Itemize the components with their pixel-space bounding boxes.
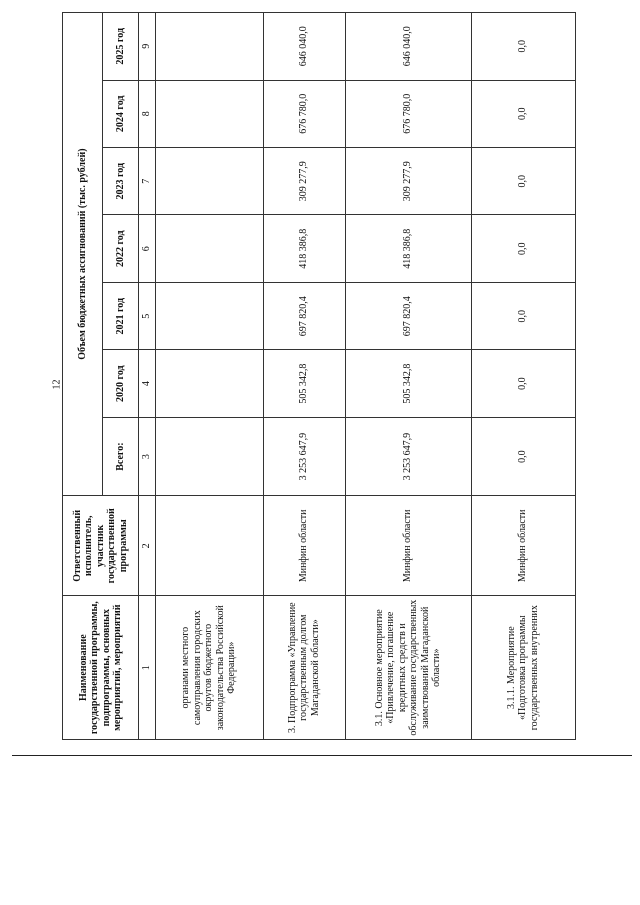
row-2020 (155, 350, 263, 417)
table-row (345, 13, 471, 740)
page-separator-line (12, 755, 632, 756)
row-total: 3 253 647,9 (263, 417, 345, 495)
row-2020: 505 342,8 (345, 350, 471, 417)
budget-table-rotated (62, 12, 572, 740)
col-number: 3 (139, 417, 156, 495)
col-number: 4 (139, 350, 156, 417)
row-2024: 676 780,0 (345, 80, 471, 147)
row-executor: Минфин области (263, 496, 345, 596)
table-row (155, 13, 263, 740)
row-2022: 418 386,8 (263, 215, 345, 282)
row-2023: 309 277,9 (345, 148, 471, 215)
header-executor: Ответственный исполнитель, участник государственной программы (63, 496, 139, 596)
row-2024: 0,0 (471, 80, 575, 147)
table-row (263, 13, 345, 740)
row-executor: Минфин области (471, 496, 575, 596)
header-2025: 2025 год (103, 13, 139, 81)
row-executor: Минфин области (345, 496, 471, 596)
row-name: 3. Подпрограмма «Управление государственным долгом Магаданской области» (263, 596, 345, 740)
row-2020: 0,0 (471, 350, 575, 417)
row-2025: 646 040,0 (345, 13, 471, 81)
row-name: органами местного самоуправления городских округов бюджетного законодательства Российской Федерации» (155, 596, 263, 740)
col-number: 5 (139, 282, 156, 349)
row-2021: 0,0 (471, 282, 575, 349)
row-name: 3.1. Основное мероприятие «Привлечение, погашение кредитных средств и обслуживание государственных заимствований Магаданской области» (345, 596, 471, 740)
row-2021: 697 820,4 (345, 282, 471, 349)
row-2025: 646 040,0 (263, 13, 345, 81)
col-number: 9 (139, 13, 156, 81)
row-total: 3 253 647,9 (345, 417, 471, 495)
header-budget-group: Объем бюджетных ассигнований (тыс. рублей) (63, 13, 103, 496)
row-2022: 418 386,8 (345, 215, 471, 282)
header-2022: 2022 год (103, 215, 139, 282)
row-2023: 0,0 (471, 148, 575, 215)
header-row-1 (63, 13, 103, 740)
column-number-row (139, 13, 156, 740)
row-2025 (155, 13, 263, 81)
row-2025: 0,0 (471, 13, 575, 81)
row-2021: 697 820,4 (263, 282, 345, 349)
row-total: 0,0 (471, 417, 575, 495)
row-2022 (155, 215, 263, 282)
page-number: 12 (51, 379, 63, 389)
row-2022: 0,0 (471, 215, 575, 282)
col-number: 7 (139, 148, 156, 215)
row-2024 (155, 80, 263, 147)
budget-allocation-table (62, 12, 576, 740)
row-2021 (155, 282, 263, 349)
row-2023 (155, 148, 263, 215)
row-total (155, 417, 263, 495)
row-executor (155, 496, 263, 596)
row-2023: 309 277,9 (263, 148, 345, 215)
row-name: 3.1.1. Мероприятие «Подготовка программы государственных внутренних (471, 596, 575, 740)
col-number: 6 (139, 215, 156, 282)
header-total: Всего: (103, 417, 139, 495)
header-2020: 2020 год (103, 350, 139, 417)
table-row (471, 13, 575, 740)
col-number: 2 (139, 496, 156, 596)
header-2023: 2023 год (103, 148, 139, 215)
header-2021: 2021 год (103, 282, 139, 349)
col-number: 8 (139, 80, 156, 147)
header-name: Наименование государственной программы, подпрограммы, основных мероприятий, мероприятий (63, 596, 139, 740)
row-2024: 676 780,0 (263, 80, 345, 147)
col-number: 1 (139, 596, 156, 740)
header-2024: 2024 год (103, 80, 139, 147)
row-2020: 505 342,8 (263, 350, 345, 417)
